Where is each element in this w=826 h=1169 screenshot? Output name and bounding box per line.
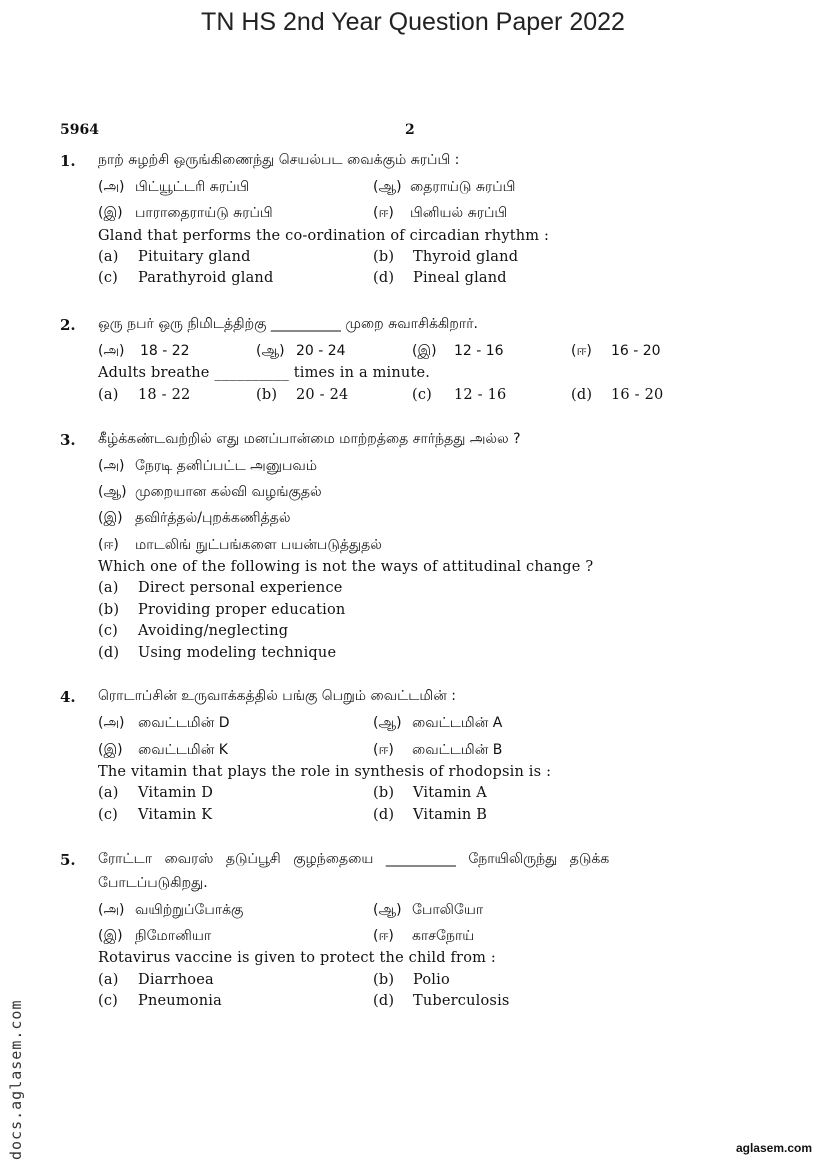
option-text: Avoiding/neglecting (138, 623, 289, 639)
question-text-tamil: ஒரு நபர் ஒரு நிமிடத்திற்கு __________ முறை சுவாசிக்கிறார். (98, 316, 478, 332)
option-text: 12 - 16 (454, 343, 504, 359)
question-text-english: Rotavirus vaccine is given to protect the child from : (98, 950, 496, 966)
option-text: பினியல் சுரப்பி (410, 205, 508, 221)
option-label: (இ) (98, 928, 123, 944)
question-text-tamil: ரோட்டா வைரஸ் தடுப்பூசி குழந்தையை __________ நோயிலிருந்து தடுக்க (98, 851, 610, 867)
option-label: (இ) (98, 205, 123, 221)
option-text: 16 - 20 (611, 387, 664, 403)
option-label: (a) (98, 580, 119, 596)
option-label: (ஆ) (98, 484, 127, 500)
option-text: வயிற்றுப்போக்கு (135, 902, 244, 918)
option-text: Vitamin K (138, 807, 213, 823)
option-label: (அ) (98, 179, 125, 195)
option-label: (b) (373, 972, 395, 988)
option-text: Vitamin A (413, 785, 487, 801)
question-number: 3. (60, 431, 76, 449)
option-label: (ஆ) (373, 179, 402, 195)
option-label: (a) (98, 249, 119, 265)
option-text: பாராதைராய்டு சுரப்பி (135, 205, 273, 221)
option-text: Direct personal experience (138, 580, 343, 596)
option-label: (அ) (98, 458, 125, 474)
question-text-tamil-continued: போடப்படுகிறது. (98, 875, 208, 891)
option-text: 20 - 24 (296, 343, 346, 359)
option-text: 20 - 24 (296, 387, 349, 403)
option-label: (இ) (98, 510, 123, 526)
option-label: (அ) (98, 343, 125, 359)
option-label: (c) (412, 387, 433, 403)
option-text: வைட்டமின் K (138, 742, 228, 758)
option-text: வைட்டமின் B (412, 742, 503, 758)
option-label: (ஈ) (373, 205, 394, 221)
option-text: Pineal gland (413, 270, 507, 286)
option-label: (a) (98, 972, 119, 988)
option-text: வைட்டமின் D (138, 715, 230, 731)
option-text: Polio (413, 972, 450, 988)
option-label: (b) (373, 249, 395, 265)
question-number: 5. (60, 851, 76, 869)
paper-code: 5964 (60, 122, 99, 138)
option-text: Thyroid gland (413, 249, 519, 265)
option-text: 12 - 16 (454, 387, 507, 403)
option-label: (ஆ) (256, 343, 285, 359)
option-text: Pituitary gland (138, 249, 251, 265)
question-text-english: Which one of the following is not the ways of attitudinal change ? (98, 559, 594, 575)
option-text: மாடலிங் நுட்பங்களை பயன்படுத்துதல் (135, 537, 382, 553)
option-label: (அ) (98, 902, 125, 918)
option-text: போலியோ (412, 902, 484, 918)
option-text: 16 - 20 (611, 343, 661, 359)
option-text: நிமோனியா (135, 928, 212, 944)
option-text: Vitamin B (413, 807, 488, 823)
page-number: 2 (405, 122, 415, 138)
option-text: Tuberculosis (413, 993, 510, 1009)
option-label: (b) (98, 602, 120, 618)
option-label: (ஈ) (571, 343, 592, 359)
question-text-english: Gland that performs the co-ordination of circadian rhythm : (98, 228, 550, 244)
option-label: (ஆ) (373, 715, 402, 731)
option-label: (c) (98, 993, 119, 1009)
option-text: வைட்டமின் A (412, 715, 503, 731)
option-label: (ஈ) (373, 742, 394, 758)
option-label: (b) (256, 387, 278, 403)
option-label: (இ) (98, 742, 123, 758)
option-text: நேரடி தனிப்பட்ட அனுபவம் (135, 458, 318, 474)
option-text: முறையான கல்வி வழங்குதல் (135, 484, 322, 500)
option-label: (ஈ) (373, 928, 394, 944)
option-label: (d) (373, 270, 395, 286)
question-text-tamil: நாற் சுழற்சி ஒருங்கிணைந்து செயல்பட வைக்கும் சுரப்பி : (98, 152, 460, 168)
question-text-tamil: ரொடாப்சின் உருவாக்கத்தில் பங்கு பெறும் வைட்டமின் : (98, 688, 456, 704)
page-header-title: TN HS 2nd Year Question Paper 2022 (201, 8, 625, 36)
question-text-english: The vitamin that plays the role in synthesis of rhodopsin is : (98, 764, 552, 780)
option-text: பிட்யூட்டரி சுரப்பி (135, 179, 250, 195)
option-label: (c) (98, 270, 119, 286)
option-text: தவிர்த்தல்/புறக்கணித்தல் (135, 510, 291, 526)
option-text: Diarrhoea (138, 972, 214, 988)
option-text: தைராய்டு சுரப்பி (410, 179, 516, 195)
option-text: Parathyroid gland (138, 270, 274, 286)
question-number: 4. (60, 688, 76, 706)
option-label: (d) (373, 807, 395, 823)
option-label: (b) (373, 785, 395, 801)
option-text: Providing proper education (138, 602, 346, 618)
option-text: Using modeling technique (138, 645, 337, 661)
option-label: (d) (373, 993, 395, 1009)
option-label: (c) (98, 807, 119, 823)
option-text: 18 - 22 (140, 343, 190, 359)
option-text: காசநோய் (412, 928, 475, 944)
footer-brand-link[interactable]: aglasem.com (735, 1141, 812, 1155)
option-label: (a) (98, 387, 119, 403)
option-label: (ஈ) (98, 537, 119, 553)
option-label: (ஆ) (373, 902, 402, 918)
option-label: (இ) (412, 343, 437, 359)
question-number: 1. (60, 152, 76, 170)
option-label: (d) (571, 387, 593, 403)
option-label: (a) (98, 785, 119, 801)
side-watermark: docs.aglasem.com (7, 999, 25, 1160)
question-text-tamil: கீழ்க்கண்டவற்றில் எது மனப்பான்மை மாற்றத்தை சார்ந்தது அல்ல ? (98, 431, 521, 447)
option-text: Vitamin D (138, 785, 214, 801)
option-label: (அ) (98, 715, 125, 731)
option-text: Pneumonia (138, 993, 222, 1009)
option-label: (c) (98, 623, 119, 639)
question-text-english: Adults breathe __________ times in a minute. (98, 365, 431, 381)
option-label: (d) (98, 645, 120, 661)
question-number: 2. (60, 316, 76, 334)
option-text: 18 - 22 (138, 387, 191, 403)
